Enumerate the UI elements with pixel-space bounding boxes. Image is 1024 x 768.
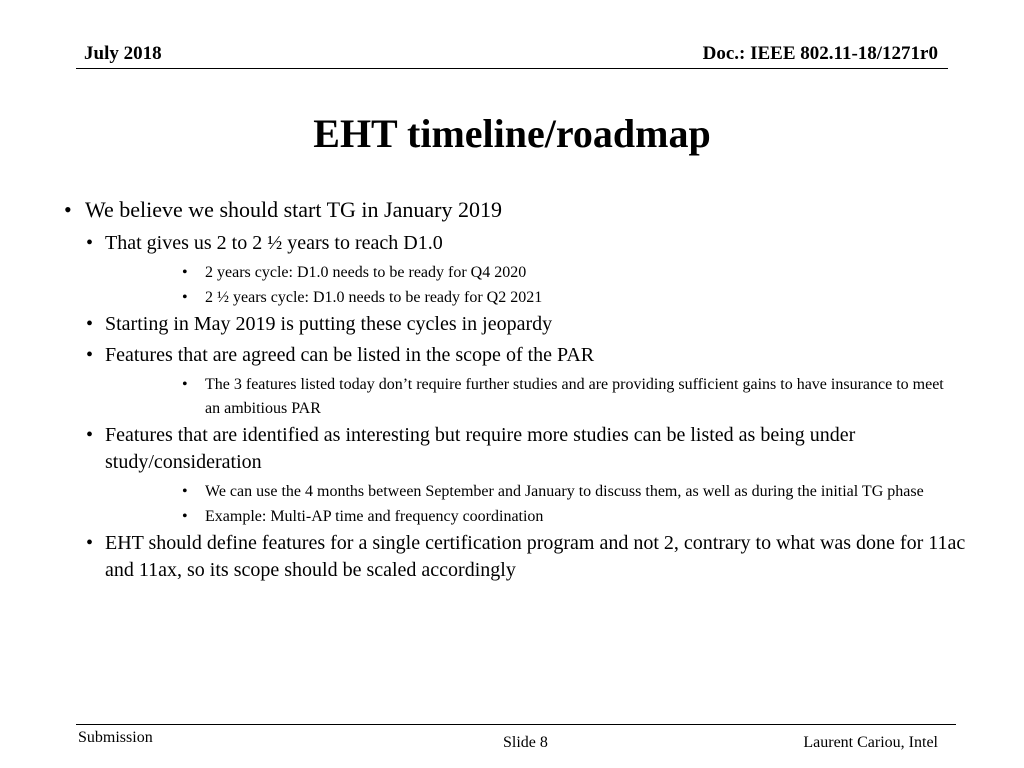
footer-divider [76, 724, 956, 725]
bullet-level3 [0, 261, 945, 285]
bullet-level2 [0, 342, 967, 369]
bullet-text: That gives us 2 to 2 ½ years to reach D1.0 [105, 232, 443, 254]
bullet-level3 [0, 373, 945, 421]
bullet-dot-icon: • [182, 483, 188, 500]
bullet-level1 [0, 196, 1024, 224]
bullet-text: We can use the 4 months between September and January to discuss them, as well as during the initial TG phase [205, 483, 924, 500]
bullet-dot-icon: • [86, 313, 94, 335]
bullet-level3 [0, 480, 945, 504]
bullet-text: Features that are identified as interesting but require more studies can be listed as being under study/consideration [105, 424, 856, 473]
bullet-level2 [0, 230, 967, 257]
bullet-text: Starting in May 2019 is putting these cycles in jeopardy [105, 313, 553, 335]
bullet-text: 2 ½ years cycle: D1.0 needs to be ready for Q2 2021 [205, 289, 543, 306]
bullet-text: 2 years cycle: D1.0 needs to be ready for Q4 2020 [205, 264, 527, 281]
bullet-level3 [0, 286, 945, 310]
bullet-level2 [0, 311, 967, 338]
bullet-text: We believe we should start TG in January 2019 [85, 197, 502, 222]
bullet-text: The 3 features listed today don’t require further studies and are providing sufficient gains to have insurance to meet an ambitious PAR [205, 376, 944, 417]
bullet-dot-icon: • [182, 264, 188, 281]
footer-author: Laurent Cariou, Intel [803, 734, 938, 751]
footer-submission: Submission [78, 729, 153, 746]
bullet-text: EHT should define features for a single certification program and not 2, contrary to what was done for 11ac and 11ax, so its scope should be scaled accordingly [105, 532, 966, 581]
bullet-level3 [0, 505, 945, 529]
bullet-text: Features that are agreed can be listed in the scope of the PAR [105, 344, 595, 366]
bullet-level2 [0, 530, 967, 584]
bullet-dot-icon: • [86, 424, 94, 446]
footer-slide-number: Slide 8 [503, 734, 548, 751]
slide-body [0, 196, 1024, 588]
bullet-dot-icon: • [182, 376, 188, 393]
bullet-text: Example: Multi-AP time and frequency coordination [205, 508, 544, 525]
header-doc-number: Doc.: IEEE 802.11-18/1271r0 [702, 43, 938, 64]
header-divider [76, 68, 948, 69]
slide-title: EHT timeline/roadmap [313, 111, 711, 156]
bullet-level2 [0, 422, 967, 476]
header-date: July 2018 [84, 43, 162, 64]
bullet-dot-icon: • [64, 197, 72, 222]
bullet-dot-icon: • [86, 344, 94, 366]
bullet-dot-icon: • [182, 508, 188, 525]
bullet-dot-icon: • [182, 289, 188, 306]
bullet-dot-icon: • [86, 232, 94, 254]
bullet-dot-icon: • [86, 532, 94, 554]
